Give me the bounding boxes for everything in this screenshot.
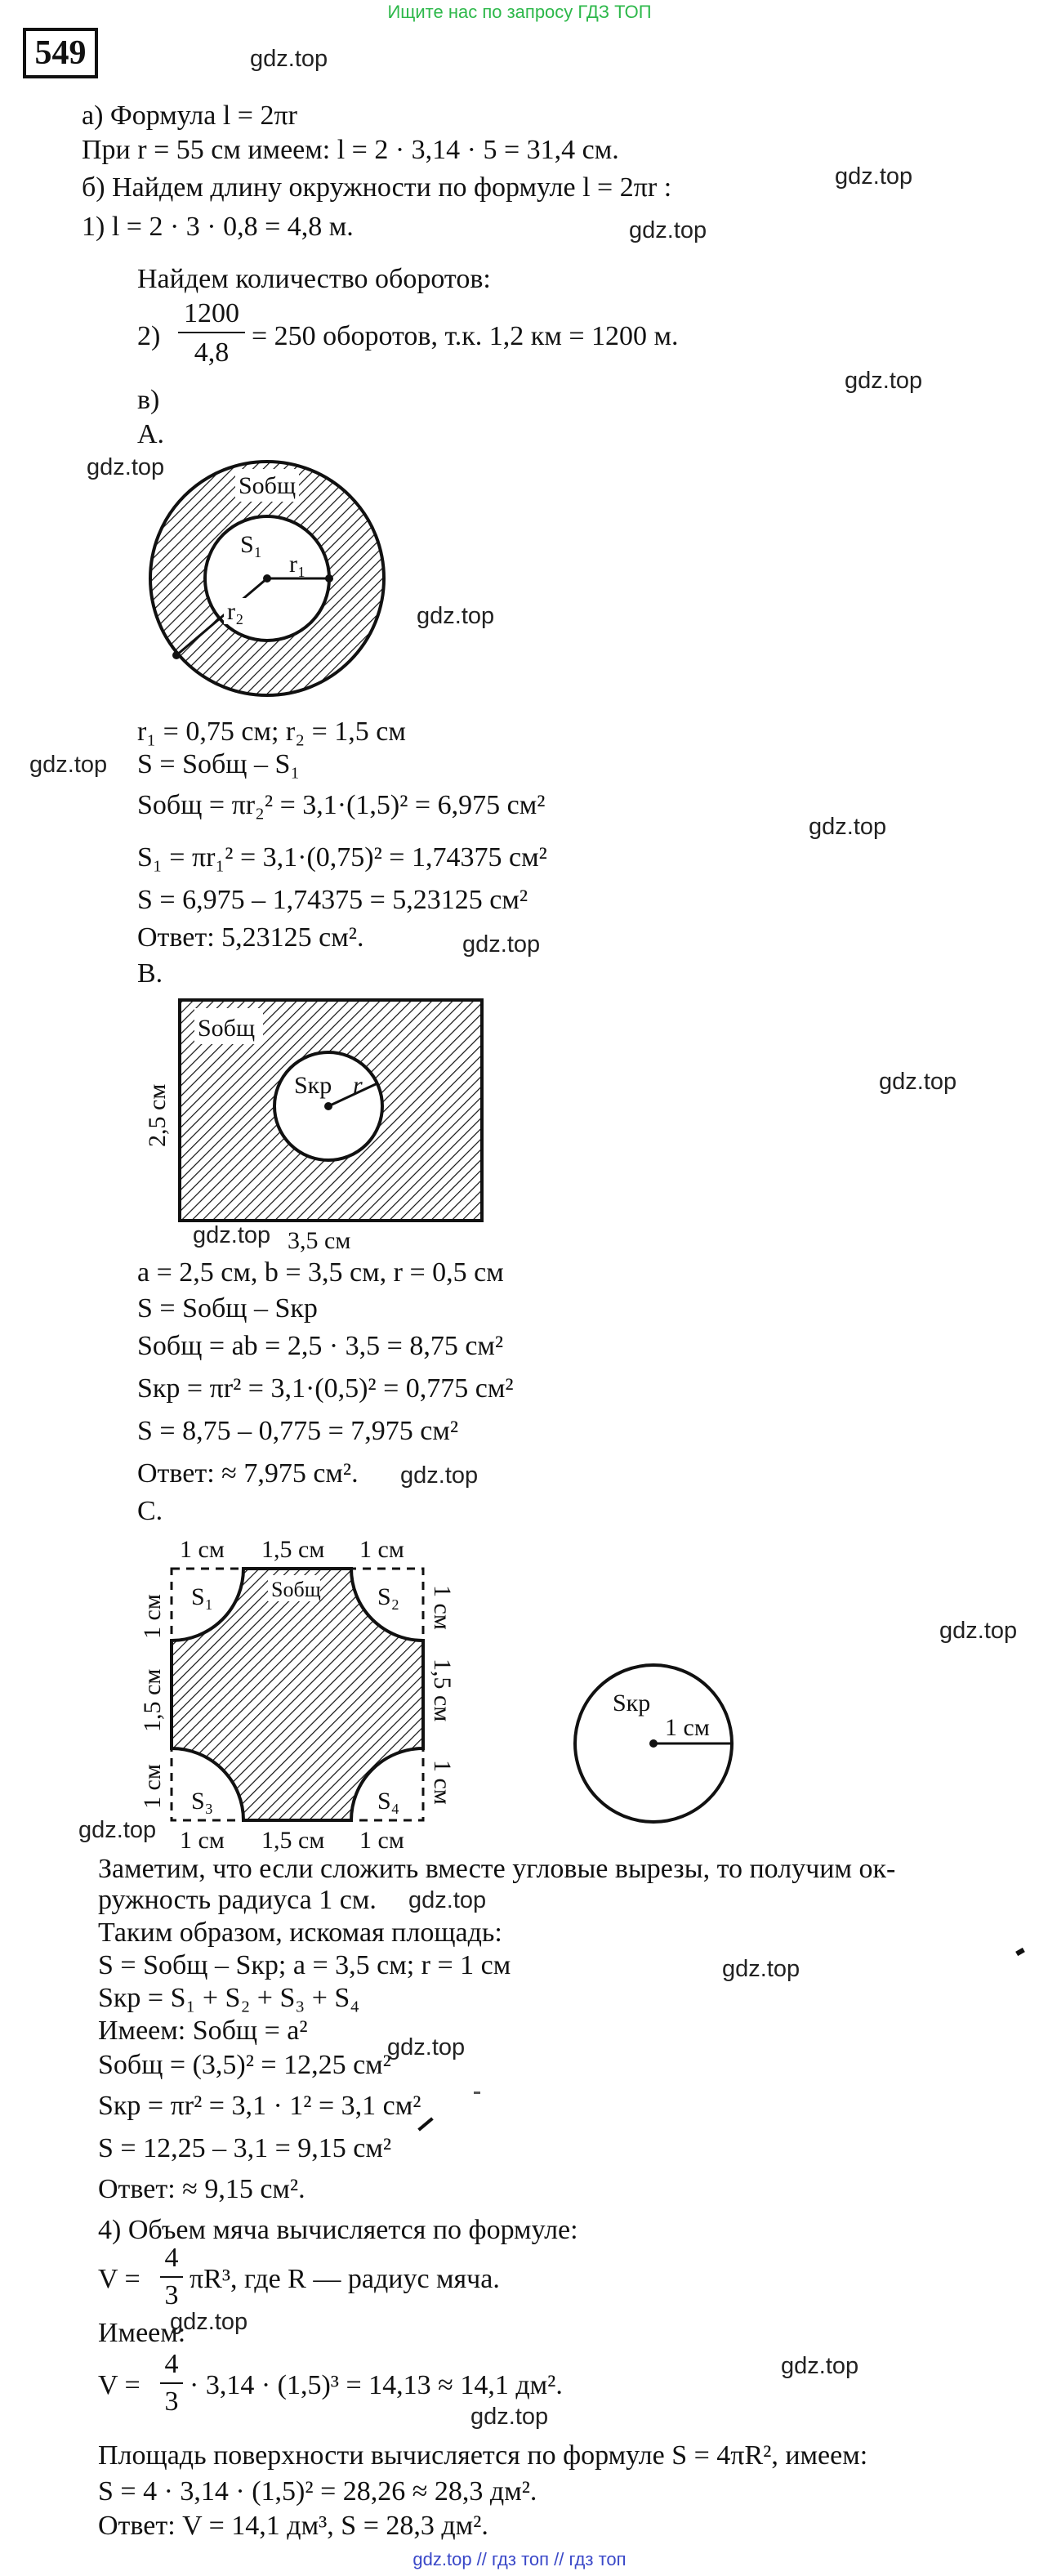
line-C5: Sкр = S₁ + S₂ + S₃ + S₄	[98, 1983, 360, 2013]
label-s2: S₂	[377, 1583, 400, 1610]
label-left-1b: 1 см	[139, 1764, 166, 1809]
label-bottom-1b: 1 см	[359, 1827, 404, 1854]
fraction-numerator: 1200	[184, 298, 239, 328]
watermark: gdz.top	[470, 2404, 549, 2430]
label-r1: r₁	[289, 551, 306, 578]
label-right-15: 1,5 см	[429, 1659, 456, 1722]
watermark: gdz.top	[879, 1069, 957, 1095]
watermark: gdz.top	[400, 1462, 479, 1489]
label-s-total: Sобщ	[239, 472, 297, 499]
watermark: gdz.top	[78, 1817, 157, 1843]
watermark: gdz.top	[845, 368, 923, 394]
line-D5: Площадь поверхности вычисляется по формуле S = 4πR², имеем:	[98, 2440, 868, 2471]
small-circle-center	[649, 1739, 658, 1748]
watermark: gdz.top	[722, 1956, 800, 1982]
point-r1	[325, 574, 333, 583]
line-A4: S₁ = πr₁² = 3,1·(0,75)² = 1,74375 см²	[137, 842, 547, 873]
watermark: gdz.top	[781, 2353, 859, 2379]
line-C9: S = 12,25 – 3,1 = 9,15 см²	[98, 2133, 392, 2163]
watermark: gdz.top	[170, 2309, 248, 2335]
figure-square-cutouts	[123, 1528, 466, 1855]
label-s-kr: Sкр	[613, 1690, 651, 1717]
label-v: в)	[137, 385, 160, 415]
formula-V-prefix: V =	[98, 2264, 140, 2294]
label-bottom-1: 1 см	[180, 1827, 225, 1854]
label-bottom-15: 1,5 см	[261, 1827, 325, 1854]
label-s3: S₃	[191, 1788, 214, 1815]
line-C10: Ответ: ≈ 9,15 см².	[98, 2174, 305, 2204]
label-s-total: Sобщ	[198, 1015, 256, 1042]
label-s1: S₁	[240, 531, 263, 558]
line-B5: S = 8,75 – 0,775 = 7,975 см²	[137, 1416, 459, 1446]
formula-V-bar	[160, 2276, 183, 2278]
line-b3: Найдем количество оборотов:	[137, 264, 491, 294]
line-a1: а) Формула l = 2πr	[82, 100, 297, 131]
label-side-bottom: 3,5 см	[288, 1227, 351, 1254]
watermark: gdz.top	[408, 1887, 487, 1913]
line-B6: Ответ: ≈ 7,975 см².	[137, 1458, 359, 1489]
watermark: gdz.top	[193, 1222, 271, 1248]
label-right-1: 1 см	[429, 1585, 456, 1630]
problem-number: 549	[23, 28, 98, 78]
formula-V2-num: 4	[164, 2349, 179, 2379]
line-C1: Заметим, что если сложить вместе угловые вырезы, то получим ок-	[98, 1854, 896, 1884]
formula-V2-post: · 3,14 · (1,5)³ = 14,13 ≈ 14,1 дм².	[190, 2370, 563, 2400]
line-C2: ружность радиуса 1 см.	[98, 1885, 377, 1915]
fraction-result: = 250 оборотов, т.к. 1,2 км = 1200 м.	[252, 321, 679, 351]
watermark: gdz.top	[417, 603, 495, 629]
line-B1: a = 2,5 см, b = 3,5 см, r = 0,5 см	[137, 1257, 504, 1288]
watermark: gdz.top	[939, 1618, 1018, 1644]
label-r: r	[353, 1072, 363, 1099]
watermark: gdz.top	[387, 2034, 466, 2060]
label-top-15: 1,5 см	[261, 1536, 325, 1563]
label-right-1b: 1 см	[429, 1760, 456, 1805]
line-A1: r₁ = 0,75 см; r₂ = 1,5 см	[137, 717, 406, 747]
label-C: C.	[137, 1496, 163, 1526]
line-D3: Имеем:	[98, 2318, 186, 2348]
line-C8: Sкр = πr² = 3,1 · 1² = 3,1 см²	[98, 2091, 421, 2121]
scan-speck	[474, 2092, 480, 2094]
label-s-kr: Sкр	[294, 1072, 332, 1099]
figure-annulus	[139, 458, 400, 694]
formula-V2-bar	[160, 2382, 183, 2384]
line-D1: 4) Объем мяча вычисляется по формуле:	[98, 2215, 578, 2245]
fraction-bar	[178, 332, 245, 333]
hole-center	[324, 1102, 332, 1110]
line-C3: Таким образом, искомая площадь:	[98, 1917, 502, 1948]
label-s1: S₁	[191, 1583, 214, 1610]
watermark: gdz.top	[629, 217, 707, 243]
label-radius: 1 см	[665, 1714, 710, 1741]
line-D7: Ответ: V = 14,1 дм³, S = 28,3 дм².	[98, 2511, 488, 2541]
label-s-total: Sобщ	[271, 1578, 321, 1601]
line-B2: S = Sобщ – Sкр	[137, 1293, 318, 1324]
watermark: gdz.top	[29, 752, 108, 778]
line-A3: Sобщ = πr₂² = 3,1·(1,5)² = 6,975 см²	[137, 790, 546, 820]
figure-rectangle	[139, 992, 498, 1253]
formula-V-post: πR³, где R — радиус мяча.	[190, 2264, 500, 2294]
scan-speck	[1015, 1948, 1025, 1956]
point-r2	[172, 651, 181, 659]
watermark: gdz.top	[87, 454, 165, 480]
label-B: B.	[137, 958, 163, 989]
label-left-1: 1 см	[139, 1594, 166, 1639]
line-A6: Ответ: 5,23125 см².	[137, 922, 364, 953]
label-top-1: 1 см	[180, 1536, 225, 1563]
line-C7: Sобщ = (3,5)² = 12,25 см²	[98, 2050, 391, 2080]
line-A5: S = 6,975 – 1,74375 = 5,23125 см²	[137, 885, 528, 915]
line-B4: Sкр = πr² = 3,1·(0,5)² = 0,775 см²	[137, 1373, 514, 1404]
fraction-denominator: 4,8	[194, 337, 230, 368]
figure-small-circle	[564, 1654, 743, 1833]
watermark: gdz.top	[462, 931, 541, 958]
line-b1: б) Найдем длину окружности по формуле l = 2πr :	[82, 172, 672, 203]
line-B3: Sобщ = ab = 2,5 · 3,5 = 8,75 см²	[137, 1331, 504, 1361]
line-C6: Имеем: Sобщ = a²	[98, 2016, 308, 2046]
label-left-15: 1,5 см	[139, 1668, 166, 1732]
formula-V2-den: 3	[164, 2386, 179, 2417]
line-C4: S = Sобщ – Sкр; a = 3,5 см; r = 1 см	[98, 1950, 511, 1980]
label-r2: r₂	[227, 598, 244, 625]
line-b2: 1) l = 2 · 3 · 0,8 = 4,8 м.	[82, 212, 354, 242]
header-search-link[interactable]: Ищите нас по запросу ГДЗ ТОП	[387, 2, 652, 22]
fraction-prefix: 2)	[137, 321, 161, 351]
line-a2: При r = 55 см имеем: l = 2 · 3,14 · 5 = 31,4 см.	[82, 135, 619, 165]
footer-links[interactable]: gdz.top // гдз топ // гдз топ	[412, 2549, 627, 2569]
label-top-1b: 1 см	[359, 1536, 404, 1563]
line-D6: S = 4 · 3,14 · (1,5)² = 28,26 ≈ 28,3 дм².	[98, 2476, 537, 2507]
watermark: gdz.top	[809, 814, 887, 840]
formula-V-num: 4	[164, 2243, 179, 2273]
line-A2: S = Sобщ – S₁	[137, 749, 301, 779]
watermark: gdz.top	[835, 163, 913, 190]
formula-V2-prefix: V =	[98, 2370, 140, 2400]
label-side-left: 2,5 см	[144, 1083, 171, 1147]
label-A: А.	[137, 419, 165, 449]
label-s4: S₄	[377, 1788, 400, 1815]
watermark: gdz.top	[250, 46, 328, 72]
formula-V-den: 3	[164, 2280, 179, 2310]
center-point	[263, 574, 271, 583]
